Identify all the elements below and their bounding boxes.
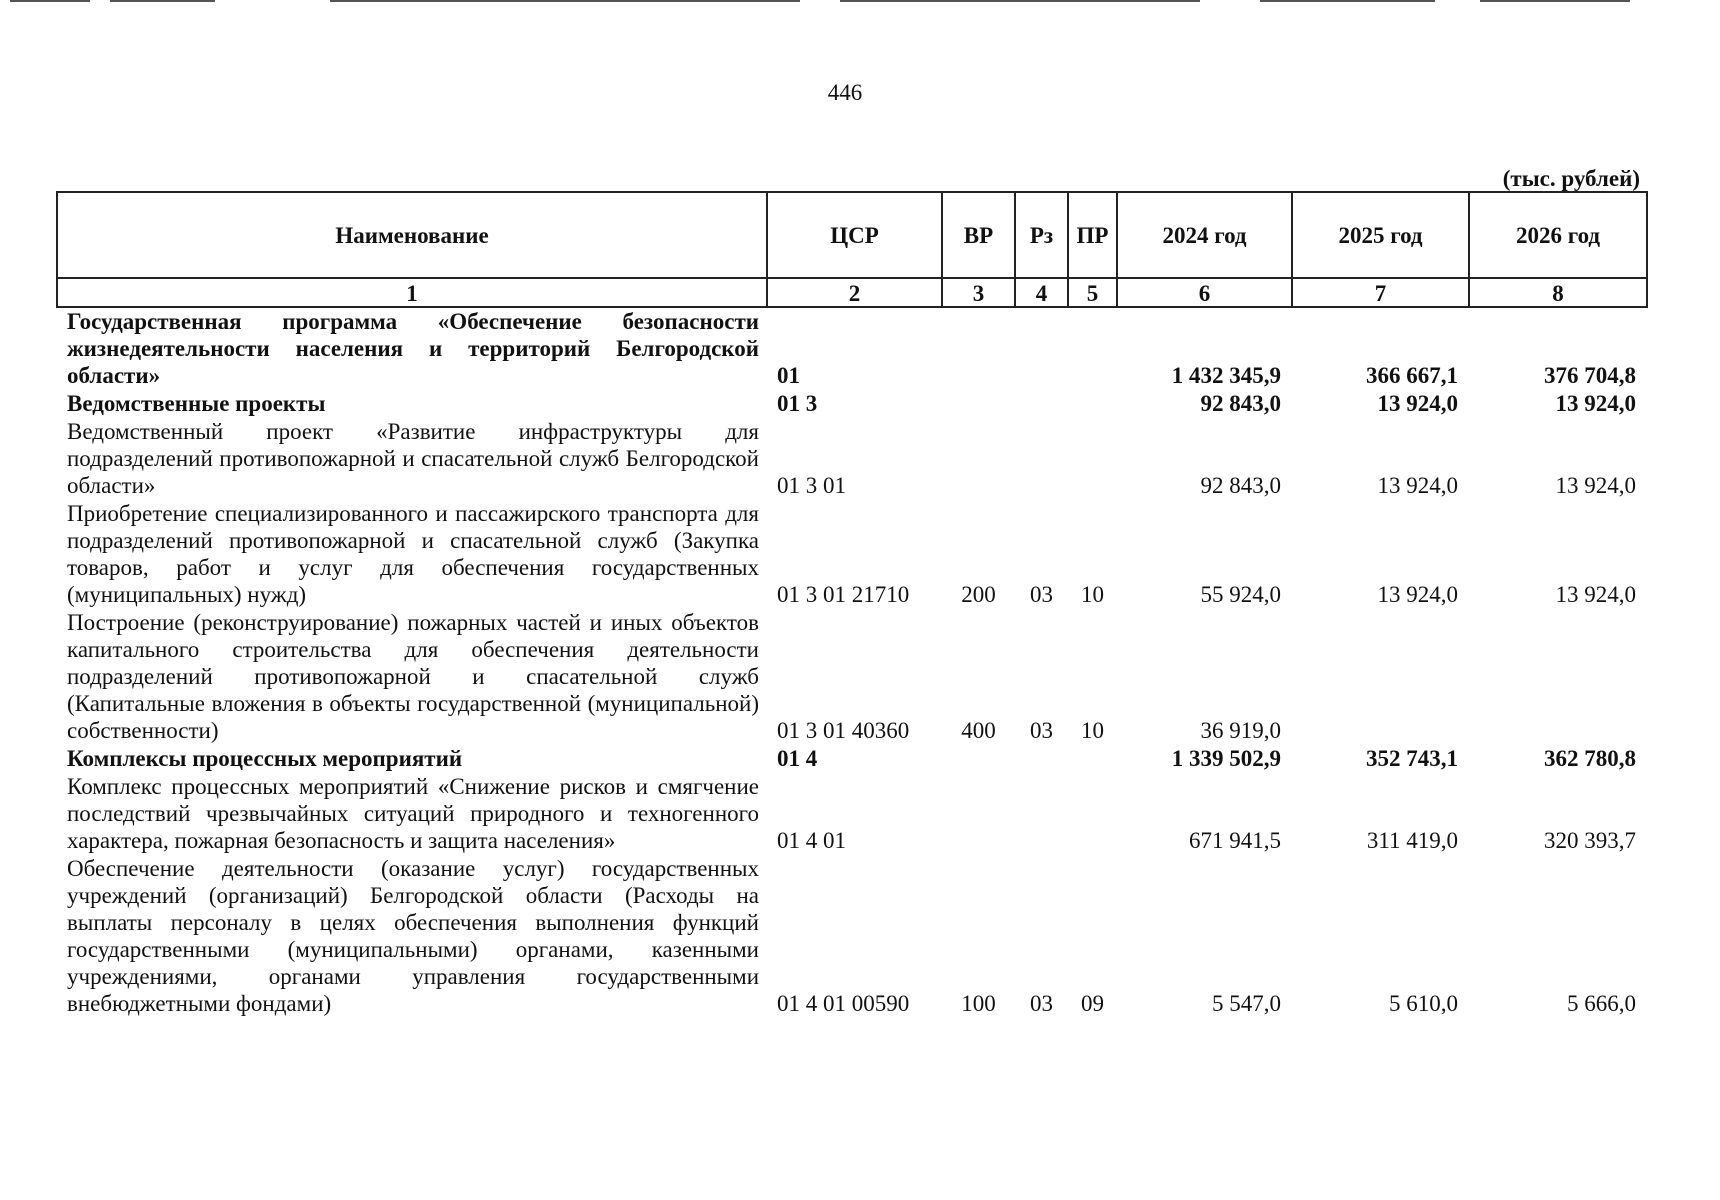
column-number: 3 [942,278,1015,307]
table-row [57,855,1647,1018]
row-rz [1015,773,1068,855]
row-2025 [1292,609,1469,745]
row-vr [942,745,1015,773]
header-2026: 2026 год [1469,192,1647,278]
column-number: 4 [1015,278,1068,307]
row-name: Государственная программа «Обеспечение безопасности жизнедеятельности населения и территорий Белгородской области» [67,309,759,388]
row-2026: 376 704,8 [1544,363,1636,388]
header-rz: Рз [1015,192,1068,278]
row-vr: 400 [961,718,996,743]
row-2025: 13 924,0 [1377,391,1458,416]
table-row [57,307,1647,390]
row-pr: 09 [1081,991,1104,1016]
row-2025: 352 743,1 [1366,746,1458,771]
header-csr: ЦСР [767,192,942,278]
table-row [57,390,1647,418]
row-csr: 01 3 [777,391,818,416]
column-number: 2 [767,278,942,307]
row-csr: 01 3 01 21710 [777,582,910,607]
row-rz: 03 [1030,582,1053,607]
row-2025: 13 924,0 [1377,582,1458,607]
row-name: Обеспечение деятельности (оказание услуг) государственных учреждений (организаций) Белгородской области (Расходы на выплаты персоналу в целях обеспечения выполнения функций государственными (муниципальными) органами, казенными учреждениями, органами управления государственными внебюджетными фондами) [67,856,759,1016]
units-label: (тыс. рублей) [1502,166,1640,191]
row-2026: 13 924,0 [1555,473,1636,498]
row-2025: 5 610,0 [1389,991,1458,1016]
row-csr: 01 4 01 [777,828,846,853]
row-name: Ведомственные проекты [67,391,326,416]
table-row [57,500,1647,609]
table-row [57,418,1647,500]
row-pr [1068,773,1117,855]
header-pr: ПР [1068,192,1117,278]
row-vr [942,390,1015,418]
row-2024: 671 941,5 [1189,828,1281,853]
row-vr [942,418,1015,500]
row-rz: 03 [1030,991,1053,1016]
row-2026: 5 666,0 [1567,991,1636,1016]
row-2025: 311 419,0 [1366,828,1458,853]
row-2024: 1 432 345,9 [1171,363,1281,388]
row-2024: 55 924,0 [1200,582,1281,607]
row-2024: 92 843,0 [1200,391,1281,416]
scan-edge-lines [0,0,1720,3]
row-2024: 36 919,0 [1200,718,1281,743]
table-row [57,745,1647,773]
row-rz [1015,307,1068,390]
row-2026: 13 924,0 [1555,391,1636,416]
row-pr [1068,418,1117,500]
row-name: Приобретение специализированного и пассажирского транспорта для подразделений противопожарной и спасательной служб (Закупка товаров, работ и услуг для обеспечения государственных (муниципальных) нужд) [67,501,759,607]
row-2025: 366 667,1 [1366,363,1458,388]
row-csr: 01 4 [777,746,818,771]
column-number: 6 [1117,278,1292,307]
column-number: 8 [1469,278,1647,307]
header-2024: 2024 год [1117,192,1292,278]
row-csr: 01 [777,363,800,388]
column-number-row [57,278,1647,307]
row-pr: 10 [1081,582,1104,607]
column-number: 7 [1292,278,1469,307]
row-vr [942,773,1015,855]
table-header-row [57,192,1647,278]
row-rz: 03 [1030,718,1053,743]
row-2026: 320 393,7 [1544,828,1636,853]
row-vr [942,307,1015,390]
header-vr: ВР [942,192,1015,278]
row-2025: 13 924,0 [1377,473,1458,498]
row-2026: 13 924,0 [1555,582,1636,607]
row-vr: 200 [961,582,996,607]
row-pr [1068,390,1117,418]
row-name: Комплексы процессных мероприятий [67,746,463,771]
row-csr: 01 3 01 40360 [777,718,910,743]
row-2024: 92 843,0 [1200,473,1281,498]
header-2025: 2025 год [1292,192,1469,278]
row-2024: 1 339 502,9 [1171,746,1281,771]
row-name: Комплекс процессных мероприятий «Снижение рисков и смягчение последствий чрезвычайных ситуаций природного и техногенного характера, пожарная безопасность и защита населения» [67,774,759,853]
row-rz [1015,390,1068,418]
header-name: Наименование [57,192,767,278]
page-number: 446 [827,80,863,105]
row-csr: 01 4 01 00590 [777,991,910,1016]
row-rz [1015,745,1068,773]
row-csr: 01 3 01 [777,473,846,498]
row-pr [1068,307,1117,390]
row-pr [1068,745,1117,773]
column-number: 5 [1068,278,1117,307]
row-rz [1015,418,1068,500]
table-row [57,609,1647,745]
row-pr: 10 [1081,718,1104,743]
row-vr: 100 [961,991,996,1016]
row-2026 [1469,609,1647,745]
column-number: 1 [57,278,767,307]
row-2024: 5 547,0 [1212,991,1281,1016]
budget-table [56,191,1648,1018]
row-name: Построение (реконструирование) пожарных частей и иных объектов капитального строительства для обеспечения деятельности подразделений противопожарной и спасательной служб (Капитальные вложения в объекты государственной (муниципальной) собственности) [67,610,759,743]
table-row [57,773,1647,855]
row-2026: 362 780,8 [1544,746,1636,771]
row-name: Ведомственный проект «Развитие инфраструктуры для подразделений противопожарной и спасательной служб Белгородской области» [67,419,759,498]
